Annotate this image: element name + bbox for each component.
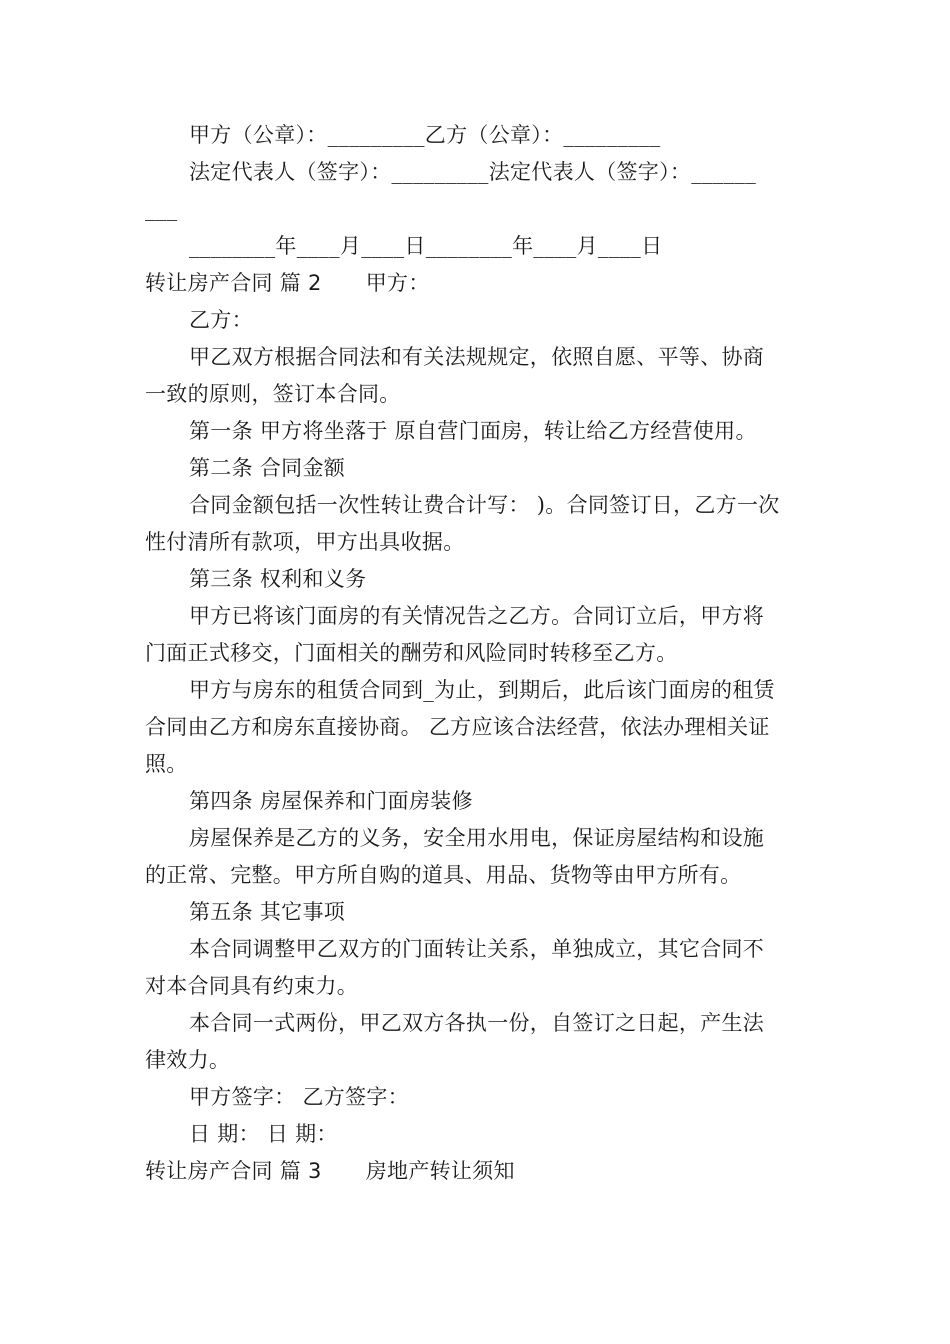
- contract2-intro-line1: 甲乙双方根据合同法和有关法规规定，依照自愿、平等、协商: [189, 345, 765, 369]
- contract2-party-b: 乙方：: [189, 308, 253, 332]
- signature-party-line: 甲方（公章）：_________乙方（公章）：_________: [189, 123, 661, 147]
- contract2-sign-line: 甲方签字： 乙方签字：: [189, 1085, 409, 1109]
- article5-para2-line2: 律效力。: [145, 1048, 231, 1072]
- article3-para2-line3: 照。: [145, 752, 188, 776]
- contract2-party-a: 甲方：: [365, 271, 430, 295]
- contract3-heading: 转让房产合同 篇 3: [145, 1159, 322, 1183]
- article2-line2: 性付清所有款项，甲方出具收据。: [145, 530, 465, 554]
- article3-title: 第三条 权利和义务: [189, 567, 367, 591]
- article1: 第一条 甲方将坐落于 原自营门面房，转让给乙方经营使用。: [189, 419, 757, 443]
- article5-para1-line2: 对本合同具有约束力。: [145, 974, 358, 998]
- article4-line1: 房屋保养是乙方的义务，安全用水用电，保证房屋结构和设施: [189, 826, 765, 850]
- signature-rep-line-continued: ___: [145, 197, 178, 221]
- article4-line2: 的正常、完整。甲方所自购的道具、用品、货物等由甲方所有。: [145, 863, 742, 887]
- article3-para1-line1: 甲方已将该门面房的有关情况告之乙方。合同订立后，甲方将: [189, 604, 765, 628]
- contract3-heading-row: [145, 1156, 815, 1186]
- contract2-heading: 转让房产合同 篇 2: [145, 271, 322, 295]
- article5-title: 第五条 其它事项: [189, 900, 346, 924]
- signature-rep-line: 法定代表人（签字）：_________法定代表人（签字）：______: [189, 160, 756, 184]
- article3-para2-line2: 合同由乙方和房东直接协商。 乙方应该合法经营，依法办理相关证: [145, 715, 770, 739]
- article2-line1: 合同金额包括一次性转让费合计写： )。合同签订日，乙方一次: [189, 493, 780, 517]
- article3-para1-line2: 门面正式移交，门面相关的酬劳和风险同时转移至乙方。: [145, 641, 678, 665]
- contract3-subheading: 房地产转让须知: [365, 1159, 515, 1183]
- contract2-date-line: 日 期： 日 期：: [189, 1122, 338, 1146]
- signature-date-line: ________年____月____日________年____月____日: [189, 234, 663, 258]
- article4-title: 第四条 房屋保养和门面房装修: [189, 789, 473, 813]
- article5-para1-line1: 本合同调整甲乙双方的门面转让关系，单独成立，其它合同不: [189, 937, 765, 961]
- contract2-intro-line2: 一致的原则，签订本合同。: [145, 382, 401, 406]
- article5-para2-line1: 本合同一式两份，甲乙双方各执一份，自签订之日起，产生法: [189, 1011, 765, 1035]
- article3-para2-line1: 甲方与房东的租赁合同到_为止，到期后，此后该门面房的租赁: [189, 678, 775, 702]
- article2-title: 第二条 合同金额: [189, 456, 346, 480]
- contract2-heading-row: [145, 268, 815, 298]
